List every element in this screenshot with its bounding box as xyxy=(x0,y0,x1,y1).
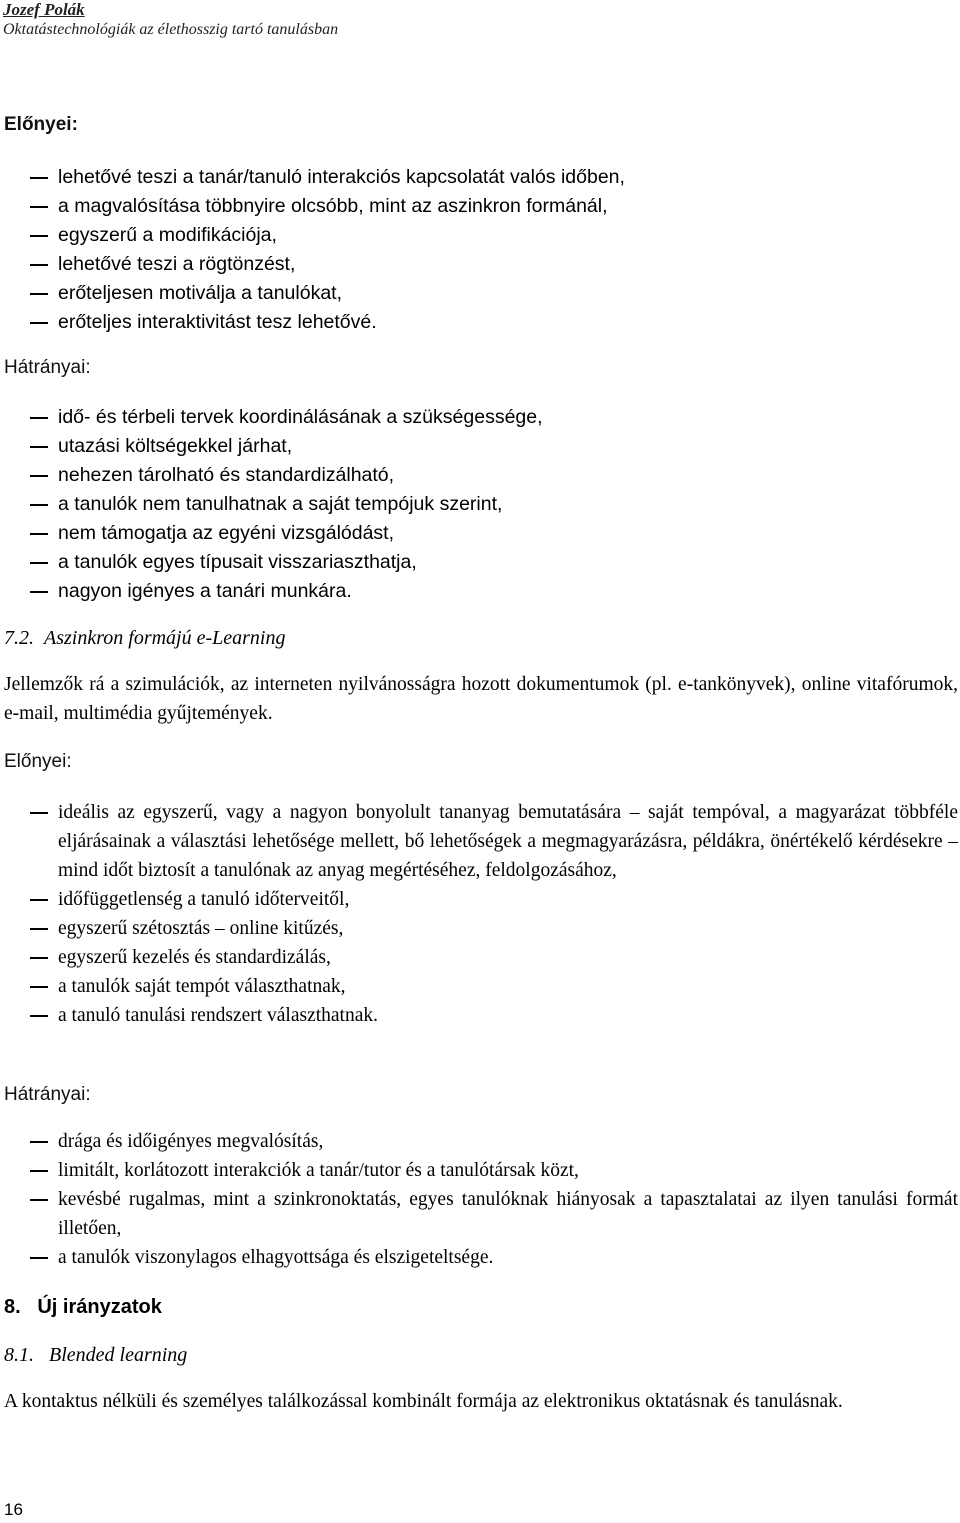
dash-bullet xyxy=(30,1015,48,1017)
dash-bullet xyxy=(30,293,48,295)
list-item: a tanuló tanulási rendszert választhatnak. xyxy=(4,1001,958,1030)
dash-bullet xyxy=(30,446,48,448)
dash-bullet xyxy=(30,1141,48,1143)
blended-learning-paragraph: A kontaktus nélküli és személyes találkozással kombinált formája az elektronikus oktatásnak és tanulásnak. xyxy=(4,1391,843,1412)
sync-advantages-section xyxy=(4,113,958,137)
dash-bullet xyxy=(30,957,48,959)
list-item: a tanulók nem tanulhatnak a saját tempójuk szerint, xyxy=(4,490,958,519)
list-item: nem támogatja az egyéni vizsgálódást, xyxy=(4,519,958,548)
dash-bullet xyxy=(30,928,48,930)
dash-bullet xyxy=(30,475,48,477)
async-advantages-section xyxy=(4,750,958,774)
list-item: a tanulók saját tempót választhatnak, xyxy=(4,972,958,1001)
list-item: kevésbé rugalmas, mint a szinkronoktatás, egyes tanulóknak hiányosak a tapasztalatai az ilyen tanulási formát illetően, xyxy=(4,1185,958,1243)
sync-disadvantages-list xyxy=(4,403,958,606)
dash-bullet xyxy=(30,986,48,988)
dash-bullet xyxy=(30,264,48,266)
list-item: lehetővé teszi a rögtönzést, xyxy=(4,250,958,279)
list-item: drága és időigényes megvalósítás, xyxy=(4,1127,958,1156)
sync-advantages-list-wrap xyxy=(4,163,958,337)
dash-bullet xyxy=(30,504,48,506)
list-item: utazási költségekkel járhat, xyxy=(4,432,958,461)
list-item: erőteljesen motiválja a tanulókat, xyxy=(4,279,958,308)
dash-bullet xyxy=(30,177,48,179)
dash-bullet xyxy=(30,899,48,901)
async-disadvantages-heading: Hátrányai: xyxy=(4,1084,91,1105)
list-item: nagyon igényes a tanári munkára. xyxy=(4,577,958,606)
list-item: idő- és térbeli tervek koordinálásának a szükségessége, xyxy=(4,403,958,432)
list-item: egyszerű a modifikációja, xyxy=(4,221,958,250)
dash-bullet xyxy=(30,1170,48,1172)
list-item: lehetővé teszi a tanár/tanuló interakciós kapcsolatát valós időben, xyxy=(4,163,958,192)
sync-disadvantages-list-wrap xyxy=(4,403,958,606)
list-item: ideális az egyszerű, vagy a nagyon bonyolult tananyag bemutatására – saját tempóval, a magyarázat többféle eljárásainak a választási lehetősége mellett, bő lehetőségek a megmagyarázásra, példákra, önértékelő kérdésekre – mind időt biztosít a tanulónak az anyag megértéséhez, feldolgozásához, xyxy=(4,798,958,885)
async-advantages-list xyxy=(4,798,958,1030)
list-item: a magvalósítása többnyire olcsóbb, mint az aszinkron formánál, xyxy=(4,192,958,221)
sync-disadvantages-heading: Hátrányai: xyxy=(4,357,91,378)
dash-bullet xyxy=(30,533,48,535)
async-disadvantages-section xyxy=(4,1083,958,1107)
async-disadvantages-list xyxy=(4,1127,958,1272)
list-item: nehezen tárolható és standardizálható, xyxy=(4,461,958,490)
list-item: erőteljes interaktivitást tesz lehetővé. xyxy=(4,308,958,337)
list-item: időfüggetlenség a tanuló időterveitől, xyxy=(4,885,958,914)
sync-advantages-heading: Előnyei: xyxy=(4,114,78,135)
header-author: Jozef Polák xyxy=(3,0,85,19)
dash-bullet xyxy=(30,812,48,814)
dash-bullet xyxy=(30,562,48,564)
dash-bullet xyxy=(30,1257,48,1259)
dash-bullet xyxy=(30,206,48,208)
list-item: egyszerű kezelés és standardizálás, xyxy=(4,943,958,972)
dash-bullet xyxy=(30,322,48,324)
sync-disadvantages-section xyxy=(4,356,958,380)
dash-bullet xyxy=(30,591,48,593)
list-item: limitált, korlátozott interakciók a tanár/tutor és a tanulótársak közt, xyxy=(4,1156,958,1185)
sync-advantages-list xyxy=(4,163,958,337)
async-disadvantages-list-wrap xyxy=(4,1127,958,1272)
header-title: Oktatástechnológiák az élethosszig tartó tanulásban xyxy=(3,21,339,38)
dash-bullet xyxy=(30,417,48,419)
page-header xyxy=(3,0,338,40)
section-title-8-1: 8.1. Blended learning xyxy=(4,1344,188,1366)
list-item: a tanulók viszonylagos elhagyottsága és elszigeteltsége. xyxy=(4,1243,958,1272)
async-advantages-list-wrap xyxy=(4,798,958,1030)
dash-bullet xyxy=(30,1199,48,1201)
section-title-8: 8. Új irányzatok xyxy=(4,1296,162,1318)
list-item: egyszerű szétosztás – online kitűzés, xyxy=(4,914,958,943)
async-intro-paragraph: Jellemzők rá a szimulációk, az interneten nyilvánosságra hozott dokumentumok (pl. e-tankönyvek), online vitafórumok, e-mail, multimédia gyűjtemények. xyxy=(4,674,958,724)
dash-bullet xyxy=(30,235,48,237)
async-advantages-heading: Előnyei: xyxy=(4,751,72,772)
list-item: a tanulók egyes típusait visszariaszthatja, xyxy=(4,548,958,577)
section-title-7-2: 7.2. Aszinkron formájú e-Learning xyxy=(4,627,286,649)
page-number: 16 xyxy=(4,1500,23,1519)
